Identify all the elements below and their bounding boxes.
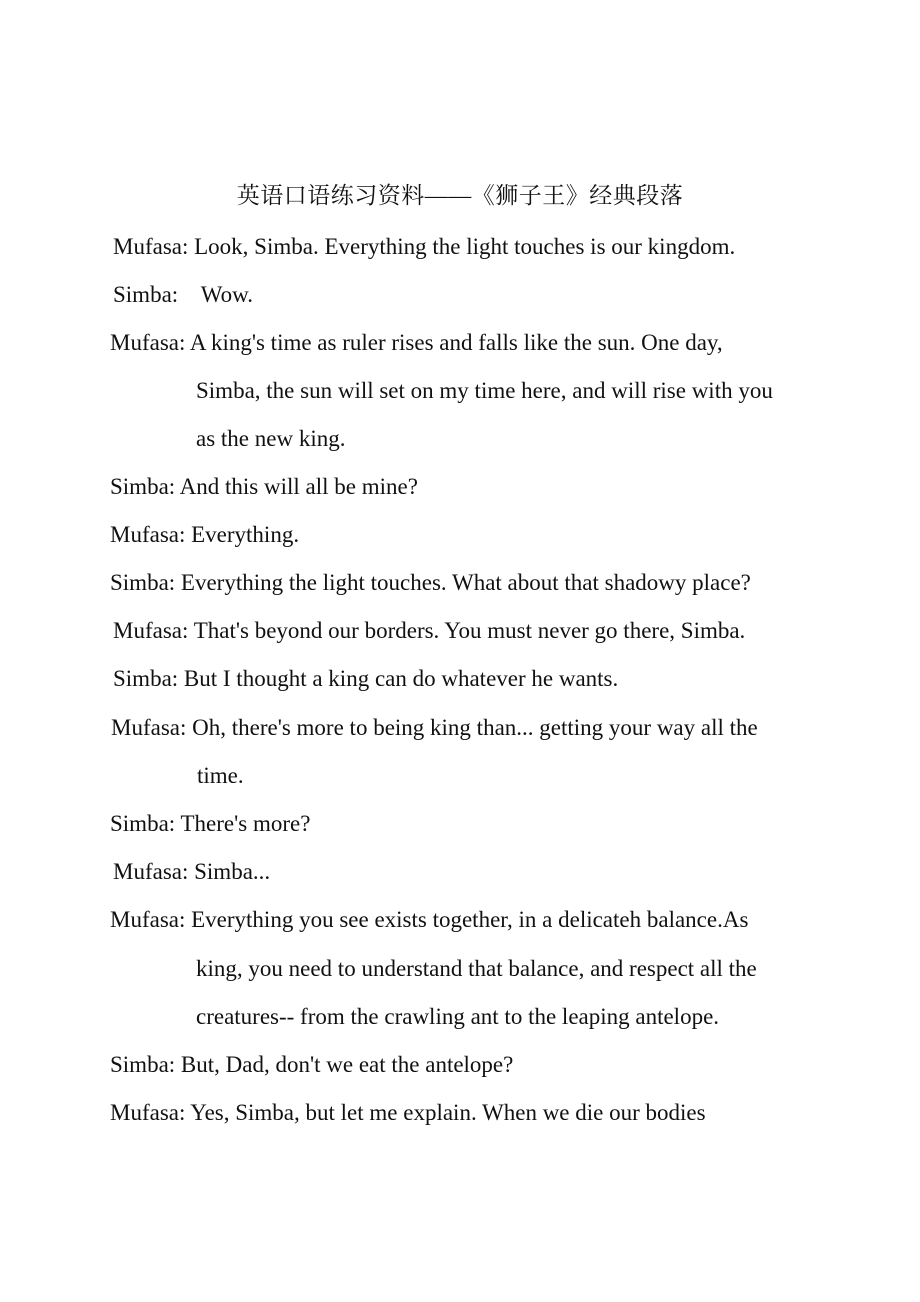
dialogue-continuation (196, 951, 757, 987)
speaker-label: Mufasa: (110, 330, 186, 355)
speaker-label: Mufasa: (110, 907, 186, 932)
speaker-label: Mufasa: (113, 234, 189, 259)
dialogue-text: Yes, Simba, but let me explain. When we die our bodies (185, 1100, 706, 1125)
dialogue-line (110, 806, 310, 842)
dialogue-text: Simba... (188, 859, 271, 884)
page-title: 英语口语练习资料——《狮子王》经典段落 (236, 183, 684, 208)
dialogue-text: There's more? (175, 811, 311, 836)
speaker-label: Mufasa: (111, 715, 187, 740)
dialogue-line (113, 854, 270, 890)
dialogue-text: Everything the light touches. What about that shadowy place? (175, 570, 751, 595)
dialogue-text: Look, Simba. Everything the light touches is our kingdom. (188, 234, 736, 259)
dialogue-line (113, 229, 735, 265)
dialogue-continuation (196, 373, 773, 409)
dialogue-line (111, 710, 758, 746)
speaker-label: Mufasa: (110, 1100, 186, 1125)
dialogue-text: as the new king. (196, 426, 346, 451)
dialogue-text: creatures-- from the crawling ant to the leaping antelope. (196, 1004, 720, 1029)
speaker-label: Simba: (113, 666, 179, 691)
speaker-label: Mufasa: (113, 618, 189, 643)
dialogue-text: Oh, there's more to being king than... getting your way all the (186, 715, 758, 740)
dialogue-continuation (196, 999, 719, 1035)
dialogue-line (110, 1047, 513, 1083)
dialogue-line (110, 325, 723, 361)
dialogue-continuation (197, 758, 244, 794)
dialogue-line (113, 661, 618, 697)
dialogue-text: A king's time as ruler rises and falls like the sun. One day, (185, 330, 723, 355)
speaker-label: Mufasa: (110, 522, 186, 547)
dialogue-text: But, Dad, don't we eat the antelope? (175, 1052, 514, 1077)
dialogue-line (110, 565, 751, 601)
dialogue-text: Wow. (178, 282, 253, 307)
dialogue-line (113, 277, 253, 313)
dialogue-text: Everything. (185, 522, 300, 547)
dialogue-text: And this will all be mine? (175, 474, 418, 499)
dialogue-line (110, 902, 748, 938)
dialogue-text: Everything you see exists together, in a delicateh balance.As (185, 907, 749, 932)
speaker-label: Mufasa: (113, 859, 189, 884)
speaker-label: Simba: (110, 474, 176, 499)
dialogue-text: But I thought a king can do whatever he wants. (178, 666, 619, 691)
dialogue-line (113, 613, 745, 649)
dialogue-text: time. (197, 763, 244, 788)
dialogue-continuation (196, 421, 345, 457)
speaker-label: Simba: (110, 811, 176, 836)
speaker-label: Simba: (110, 1052, 176, 1077)
speaker-label: Simba: (113, 282, 179, 307)
dialogue-line (110, 517, 299, 553)
dialogue-text: king, you need to understand that balance, and respect all the (196, 956, 757, 981)
dialogue-line (110, 1095, 706, 1131)
speaker-label: Simba: (110, 570, 176, 595)
dialogue-text: That's beyond our borders. You must never go there, Simba. (188, 618, 746, 643)
dialogue-text: Simba, the sun will set on my time here, and will rise with you (196, 378, 773, 403)
dialogue-line (110, 469, 418, 505)
